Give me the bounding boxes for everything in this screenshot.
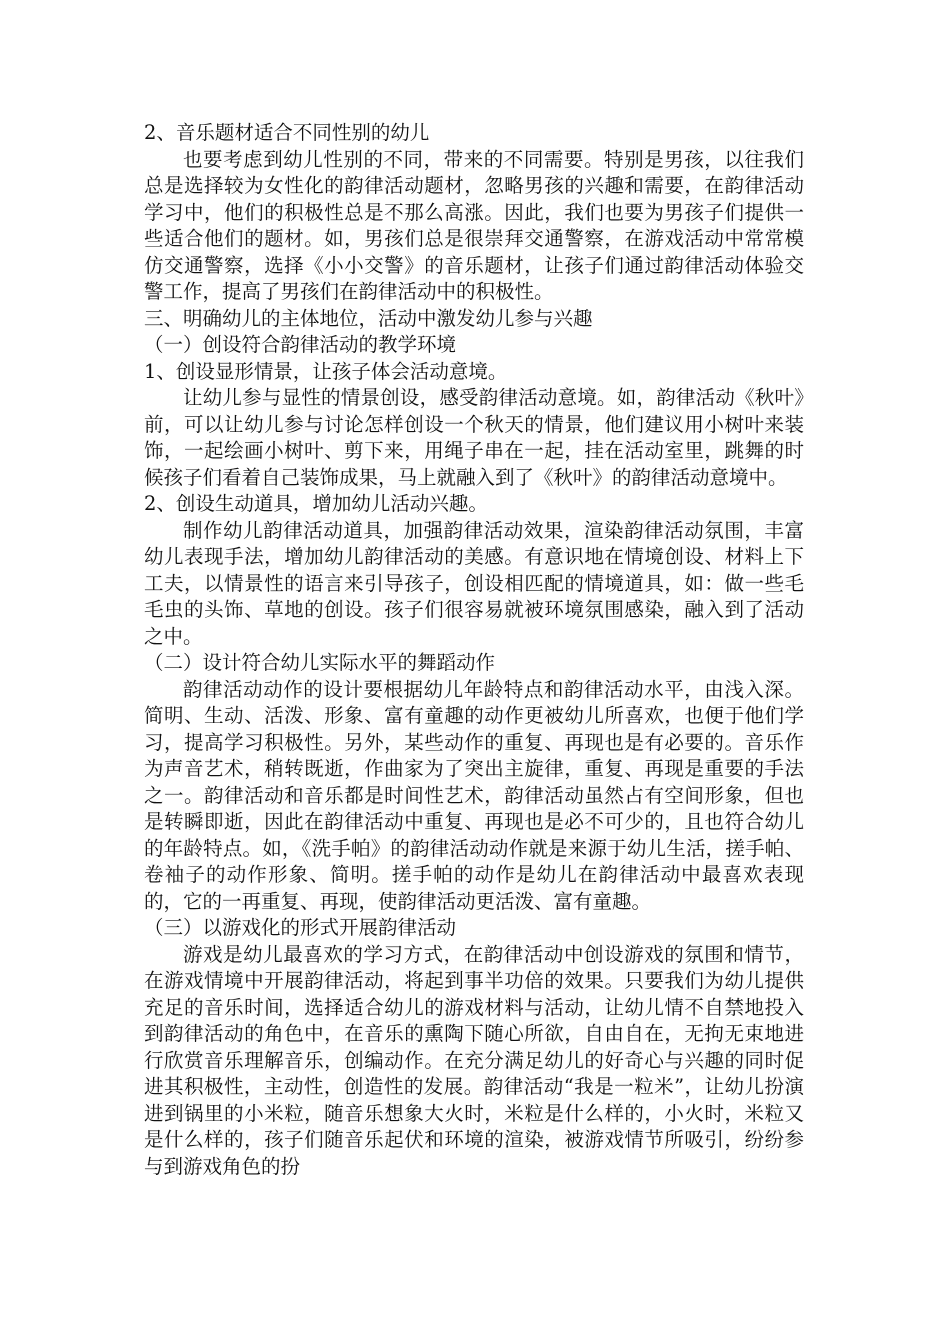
document-body	[144, 120, 804, 1180]
section-heading: 2、创设生动道具，增加幼儿活动兴趣。	[144, 492, 488, 515]
body-paragraph: 游戏是幼儿最喜欢的学习方式，在韵律活动中创设游戏的氛围和情节，在游戏情境中开展韵律活动，将起到事半功倍的效果。只要我们为幼儿提供充足的音乐时间，选择适合幼儿的游戏材料与活动，让幼儿情不自禁地投入到韵律活动的角色中，在音乐的熏陶下随心所欲，自由自在，无拘无束地进行欣赏音乐理解音乐，创编动作。在充分满足幼儿的好奇心与兴趣的同时促进其积极性，主动性，创造性的发展。韵律活动“我是一粒米”，让幼儿扮演进到锅里的小米粒，随音乐想象大火时，米粒是什么样的，小火时，米粒又是什么样的，孩子们随音乐起伏和环境的渲染，被游戏情节所吸引，纷纷参与到游戏角色的扮	[144, 942, 804, 1178]
subsection-heading: （二）设计符合幼儿实际水平的舞蹈动作	[144, 651, 496, 674]
body-paragraph: 让幼儿参与显性的情景创设，感受韵律活动意境。如，韵律活动《秋叶》前，可以让幼儿参与讨论怎样创设一个秋天的情景，他们建议用小树叶来装饰，一起绘画小树叶、剪下来，用绳子串在一起，挂在活动室里，跳舞的时候孩子们看着自己装饰成果，马上就融入到了《秋叶》的韵律活动意境中。	[144, 386, 804, 489]
section-heading: 2、音乐题材适合不同性别的幼儿	[144, 121, 430, 144]
body-paragraph: 也要考虑到幼儿性别的不同，带来的不同需要。特别是男孩，以往我们总是选择较为女性化的韵律活动题材，忽略男孩的兴趣和需要，在韵律活动学习中，他们的积极性总是不那么高涨。因此，我们也要为男孩子们提供一些适合他们的题材。如，男孩们总是很崇拜交通警察，在游戏活动中常常模仿交通警察，选择《小小交警》的音乐题材，让孩子们通过韵律活动体验交警工作，提高了男孩们在韵律活动中的积极性。	[144, 147, 804, 303]
body-paragraph: 韵律活动动作的设计要根据幼儿年龄特点和韵律活动水平，由浅入深。简明、生动、活泼、形象、富有童趣的动作更被幼儿所喜欢，也便于他们学习，提高学习积极性。另外，某些动作的重复、再现也是有必要的。音乐作为声音艺术，稍转既逝，作曲家为了突出主旋律，重复、再现是重要的手法之一。韵律活动和音乐都是时间性艺术，韵律活动虽然占有空间形象，但也是转瞬即逝，因此在韵律活动中重复、再现也是必不可少的，且也符合幼儿的年龄特点。如，《洗手帕》的韵律活动动作就是来源于幼儿生活，搓手帕、卷袖子的动作形象、简明。搓手帕的动作是幼儿在韵律活动中最喜欢表现的，它的一再重复、再现，使韵律活动更活泼、富有童趣。	[144, 677, 804, 913]
subsection-heading: （三）以游戏化的形式开展韵律活动	[144, 916, 457, 939]
subsection-heading: （一）创设符合韵律活动的教学环境	[144, 333, 457, 356]
section-heading: 三、明确幼儿的主体地位，活动中激发幼儿参与兴趣	[144, 306, 593, 330]
section-heading: 1、创设显形情景，让孩子体会活动意境。	[144, 359, 508, 383]
body-paragraph: 制作幼儿韵律活动道具，加强韵律活动效果，渲染韵律活动氛围，丰富幼儿表现手法，增加幼儿韵律活动的美感。有意识地在情境创设、材料上下工夫，以情景性的语言来引导孩子，创设相匹配的情境道具，如：做一些毛毛虫的头饰、草地的创设。孩子们很容易就被环境氛围感染，融入到了活动之中。	[144, 518, 804, 648]
